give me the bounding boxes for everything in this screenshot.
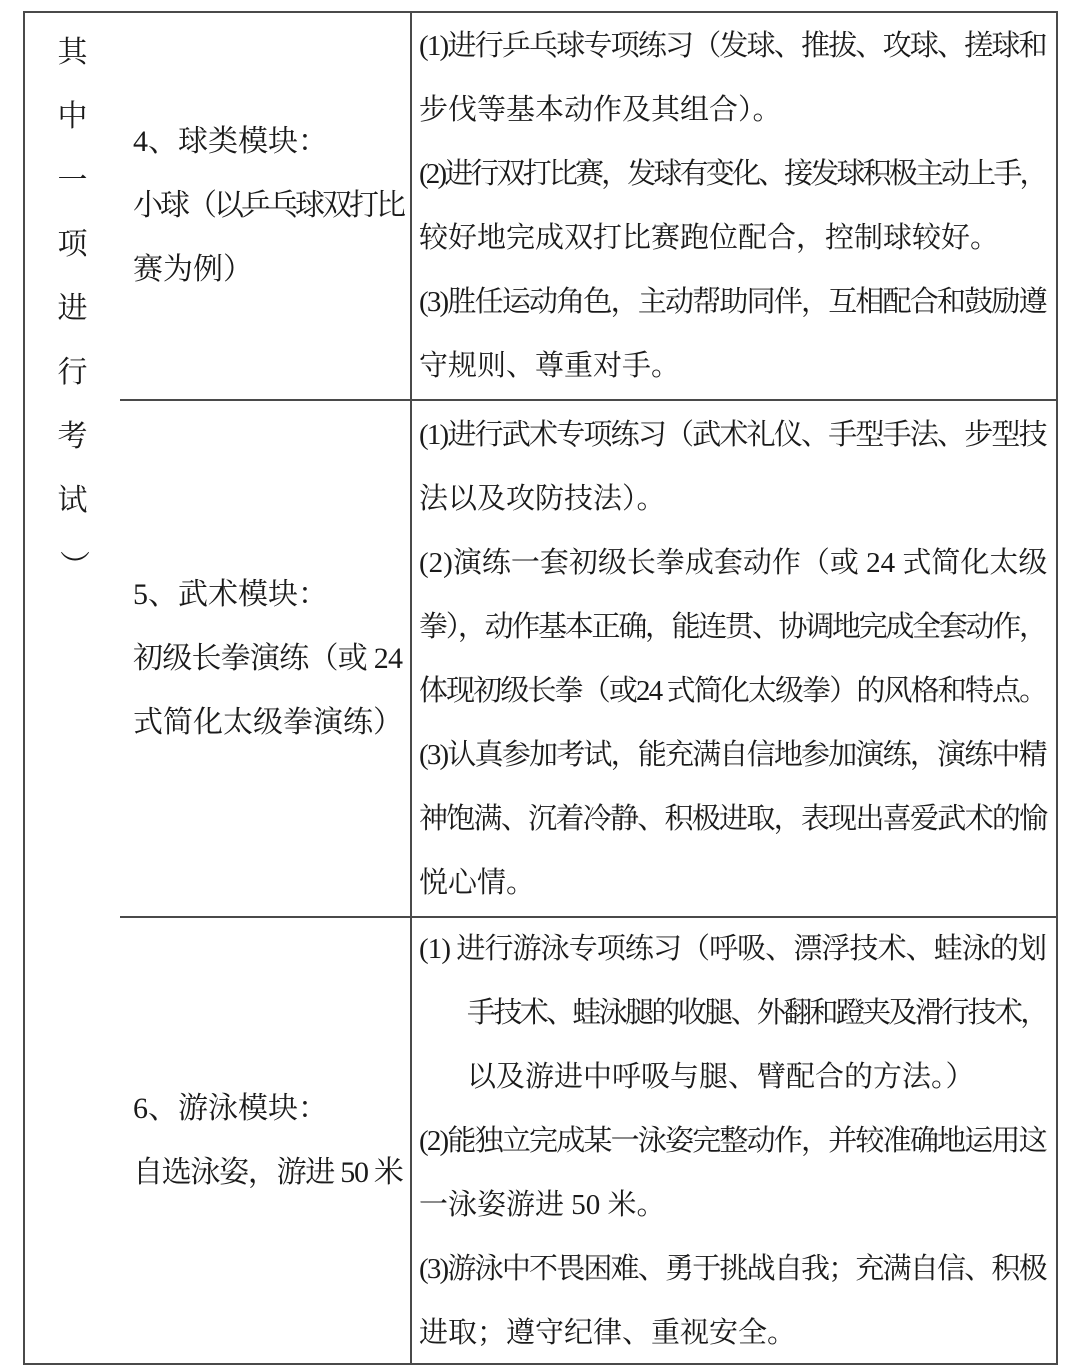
text-line: (1)进行武术专项练习（武术礼仪、手型手法、步型技 (419, 418, 1046, 451)
text-line: (2)进行双打比赛，发球有变化、接发球积极主动上手， (419, 158, 1046, 190)
text-line: 6、游泳模块： (133, 1091, 328, 1125)
text-line: 中 (57, 100, 88, 133)
text-line: 以及游进中呼吸与腿、臂配合的方法。） (467, 1060, 975, 1093)
text-line: 自选泳姿，游进 50 米 (133, 1155, 403, 1189)
text-line: 试 (57, 484, 88, 517)
text-line: 悦心情。 (419, 866, 536, 899)
text-line: (3)认真参加考试，能充满自信地参加演练，演练中精 (419, 738, 1046, 771)
text-line: 神饱满、沉着冷静、积极进取，表现出喜爱武术的愉 (419, 802, 1047, 835)
text-line: 一 (57, 164, 88, 197)
text-line: 赛为例） (133, 253, 253, 286)
cell-criteria-ball-games (410, 13, 1056, 399)
exam-criteria-table (23, 11, 1058, 1365)
text-line: 手技术、蛙泳腿的收腿、外翻和蹬夹及滑行技术， (467, 996, 1047, 1029)
text-line: 行 (57, 356, 88, 389)
cell-module-ball-games (120, 13, 410, 399)
text-line: 5、武术模块： (133, 577, 328, 611)
text-line: (1)进行乒乓球专项练习（发球、推拔、攻球、搓球和 (419, 30, 1046, 62)
text-line: 法以及攻防技法）。 (419, 482, 666, 515)
text-line: 小球（以乒乓球双打比 (133, 189, 403, 222)
text-line: 项 (57, 228, 88, 261)
text-line: (1) 进行游泳专项练习（呼吸、漂浮技术、蛙泳的划 (419, 932, 1047, 965)
text-line: 体现初级长拳（或24 式简化太级拳）的风格和特点。 (419, 674, 1047, 707)
text-line: 其 (57, 36, 88, 69)
text-line: 4、球类模块： (133, 125, 328, 158)
text-line: 守规则、尊重对手。 (419, 350, 681, 382)
text-line: (3)胜任运动角色，主动帮助同伴，互相配合和鼓励遵 (419, 286, 1046, 318)
text-line: 初级长拳演练（或 24 (133, 641, 403, 675)
text-line: 进取；遵守纪律、重视安全。 (419, 1316, 797, 1349)
cell-module-wushu (120, 399, 410, 916)
text-line: (3)游泳中不畏困难、勇于挑战自我；充满自信、积极 (419, 1252, 1046, 1285)
text-line: (2)演练一套初级长拳成套动作（或 24 式简化太级 (419, 546, 1048, 579)
cell-criteria-swimming (410, 916, 1056, 1363)
text-line: 较好地完成双打比赛跑位配合，控制球较好。 (419, 222, 1000, 254)
text-line: ） (56, 550, 90, 580)
text-line: 考 (57, 420, 88, 453)
merged-cell-exam-note-vertical (25, 13, 120, 1363)
text-line: 步伐等基本动作及其组合）。 (419, 94, 782, 126)
text-line: 式简化太级拳演练） (133, 705, 403, 739)
text-line: 拳），动作基本正确，能连贯、协调地完成全套动作， (419, 610, 1046, 643)
text-line: 一泳姿游进 50 米。 (419, 1188, 666, 1221)
text-line: 进 (57, 292, 88, 325)
cell-module-swimming (120, 916, 410, 1363)
cell-criteria-wushu (410, 399, 1056, 916)
text-line: (2)能独立完成某一泳姿完整动作，并较准确地运用这 (419, 1124, 1046, 1157)
